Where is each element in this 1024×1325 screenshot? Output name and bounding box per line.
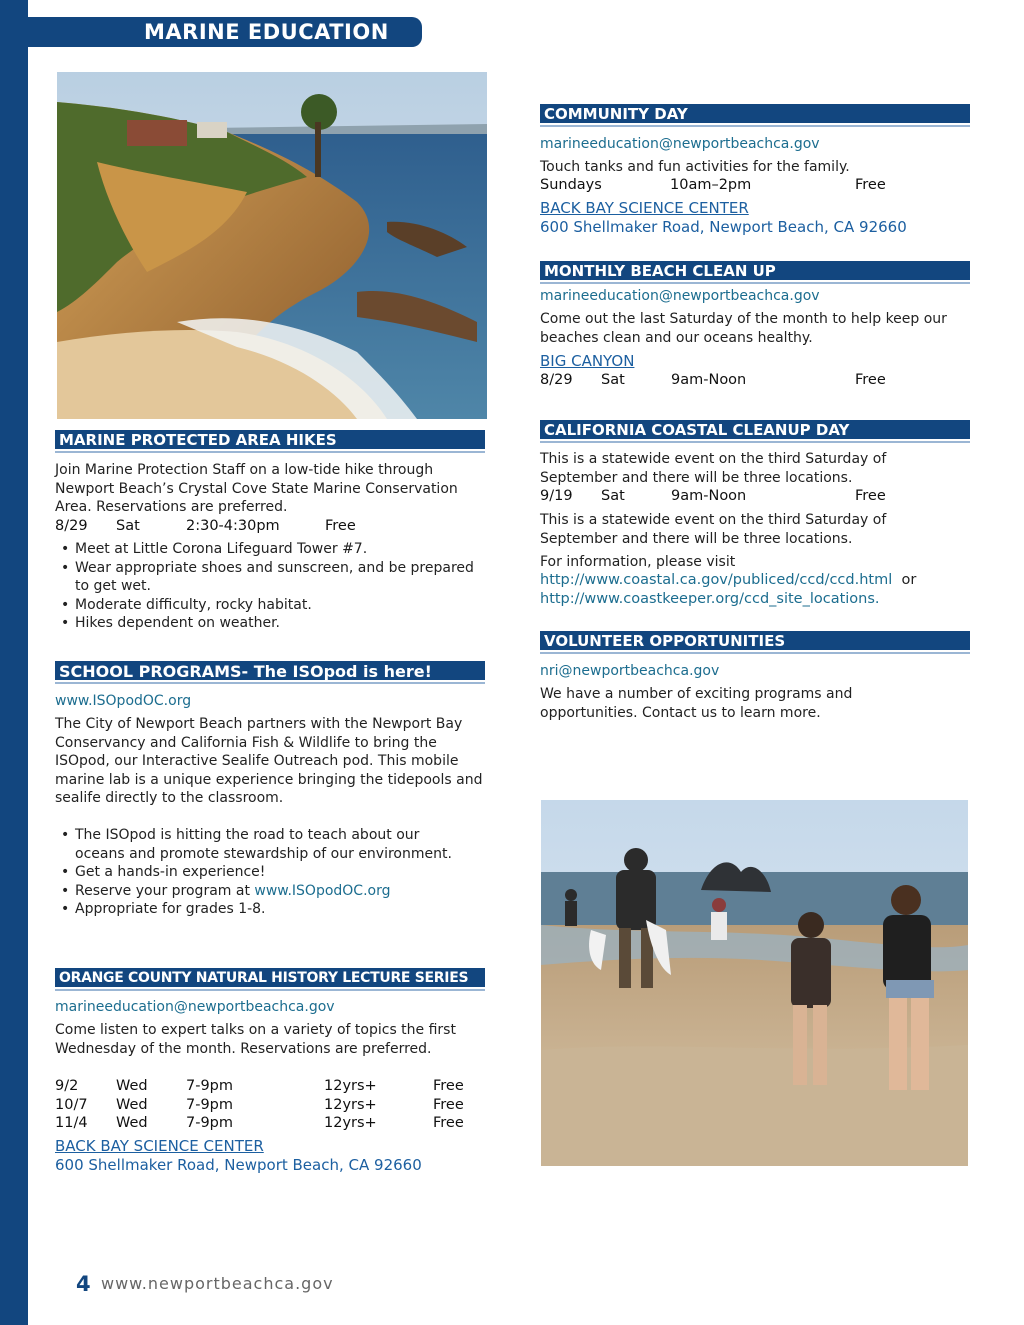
lecture-description: Come listen to expert talks on a variety of topics the first Wednesday of the month. Reservations are preferred. (55, 1022, 456, 1057)
lecture-age: 12yrs+ (324, 1096, 377, 1113)
coastal-schedule (540, 487, 970, 506)
coastal-price: Free (855, 488, 886, 504)
hikes-schedule (55, 517, 480, 536)
lecture-day: Wed (116, 1096, 148, 1113)
lecture-time: 7-9pm (186, 1096, 234, 1113)
school-bullets (55, 826, 455, 919)
lecture-price: Free (433, 1115, 464, 1131)
page-banner (28, 17, 422, 47)
volunteer-description: We have a number of exciting programs and opportunities. Contact us to learn more. (540, 686, 853, 721)
lecture-date: 9/2 (55, 1078, 79, 1094)
community-schedule (540, 176, 970, 195)
list-item: • The ISOpod is hitting the road to teach about our oceans and promote stewardship of our environment. (55, 826, 455, 863)
community-header: COMMUNITY DAY (540, 104, 970, 125)
lecture-location-link[interactable]: BACK BAY SCIENCE CENTER (55, 1137, 264, 1155)
beach-cleanup-photo (541, 800, 968, 1166)
cleanup-description: Come out the last Saturday of the month to help keep our beaches clean and our oceans healthy. (540, 311, 947, 346)
list-item: • Moderate difficulty, rocky habitat. (55, 596, 475, 615)
lecture-day: Wed (116, 1115, 148, 1131)
cleanup-location-link[interactable]: BIG CANYON (540, 352, 635, 370)
hikes-day: Sat (116, 518, 140, 534)
lecture-schedule (55, 1077, 485, 1133)
community-location (540, 199, 907, 237)
community-day: Sundays (540, 177, 602, 193)
banner-title: MARINE EDUCATION (144, 20, 389, 44)
hikes-header: MARINE PROTECTED AREA HIKES (55, 430, 485, 451)
hikes-time: 2:30-4:30pm (186, 518, 280, 534)
school-description: The City of Newport Beach partners with the Newport Bay Conservancy and California Fish & Wildlife to bring the ISOpod, our Interactive Sealife Outreach pod. This mobile marine lab is a unique experience bringing the tidepools and sealife directly to the classroom. (55, 716, 483, 806)
lecture-header: ORANGE COUNTY NATURAL HISTORY LECTURE SERIES (55, 968, 485, 989)
coastal-description: This is a statewide event on the third Saturday of September and there will be three locations. (540, 451, 887, 486)
cleanup-date: 8/29 (540, 372, 573, 388)
coastal-date: 9/19 (540, 488, 573, 504)
hikes-bullets (55, 540, 475, 633)
cleanup-email-link[interactable]: marineeducation@newportbeachca.gov (540, 288, 820, 304)
page-number: 4 (76, 1272, 91, 1296)
or-text: or (901, 572, 917, 588)
lecture-time: 7-9pm (186, 1115, 234, 1131)
isopod-link[interactable]: www.ISOpodOC.org (254, 882, 391, 899)
volunteer-header: VOLUNTEER OPPORTUNITIES (540, 631, 970, 652)
list-item: • Wear appropriate shoes and sunscreen, and be prepared to get wet. (55, 559, 475, 596)
lecture-age: 12yrs+ (324, 1078, 377, 1094)
coastal-link-2[interactable]: http://www.coastkeeper.org/ccd_site_locations. (540, 590, 880, 607)
community-location-address: 600 Shellmaker Road, Newport Beach, CA 92660 (540, 218, 907, 236)
cleanup-time: 9am-Noon (671, 372, 747, 388)
lecture-price: Free (433, 1096, 464, 1113)
coastal-info-text: For information, please visit (540, 554, 736, 570)
list-item: • Hikes dependent on weather. (55, 614, 475, 633)
coastal-time: 9am-Noon (671, 488, 747, 504)
hikes-description: Join Marine Protection Staff on a low-tide hike through Newport Beach’s Crystal Cove State Marine Conservation Area. Reservations are preferred. (55, 462, 458, 515)
list-item (55, 882, 455, 901)
hikes-price: Free (325, 518, 356, 534)
community-email-link[interactable]: marineeducation@newportbeachca.gov (540, 136, 820, 152)
community-time: 10am–2pm (670, 177, 752, 193)
cleanup-location (540, 352, 634, 371)
hikes-date: 8/29 (55, 518, 88, 534)
lecture-email-link[interactable]: marineeducation@newportbeachca.gov (55, 999, 335, 1015)
cleanup-day: Sat (601, 372, 625, 388)
coastal-description-2: This is a statewide event on the third Saturday of September and there will be three locations. (540, 512, 887, 547)
footer-url[interactable]: www.newportbeachca.gov (101, 1274, 334, 1293)
school-header: SCHOOL PROGRAMS- The ISOpod is here! (55, 661, 485, 682)
lecture-age: 12yrs+ (324, 1115, 377, 1131)
table-row (55, 1114, 485, 1133)
lecture-location (55, 1137, 422, 1175)
reserve-text: Reserve your program at (75, 882, 255, 899)
lecture-day: Wed (116, 1078, 148, 1094)
coastal-link-1[interactable]: http://www.coastal.ca.gov/publiced/ccd/ccd.html (540, 572, 893, 588)
lecture-location-address: 600 Shellmaker Road, Newport Beach, CA 92660 (55, 1156, 422, 1174)
list-item: • Meet at Little Corona Lifeguard Tower #7. (55, 540, 475, 559)
lecture-date: 11/4 (55, 1115, 88, 1131)
school-url-link[interactable]: www.ISOpodOC.org (55, 693, 192, 709)
coastal-day: Sat (601, 488, 625, 504)
lecture-date: 10/7 (55, 1096, 88, 1113)
table-row (55, 1077, 485, 1096)
community-location-link[interactable]: BACK BAY SCIENCE CENTER (540, 199, 749, 217)
coastline-photo (57, 72, 487, 419)
left-accent-bar (0, 0, 28, 1325)
cleanup-schedule (540, 371, 970, 390)
volunteer-email-link[interactable]: nri@newportbeachca.gov (540, 663, 720, 679)
coastal-links (540, 571, 980, 608)
community-price: Free (855, 177, 886, 193)
list-item: • Appropriate for grades 1-8. (55, 900, 455, 919)
community-description: Touch tanks and fun activities for the family. (540, 159, 850, 175)
list-item: • Get a hands-in experience! (55, 863, 455, 882)
table-row (55, 1096, 485, 1115)
coastal-header: CALIFORNIA COASTAL CLEANUP DAY (540, 420, 970, 441)
cleanup-header: MONTHLY BEACH CLEAN UP (540, 261, 970, 282)
lecture-time: 7-9pm (186, 1078, 234, 1094)
cleanup-price: Free (855, 372, 886, 388)
lecture-price: Free (433, 1078, 464, 1094)
